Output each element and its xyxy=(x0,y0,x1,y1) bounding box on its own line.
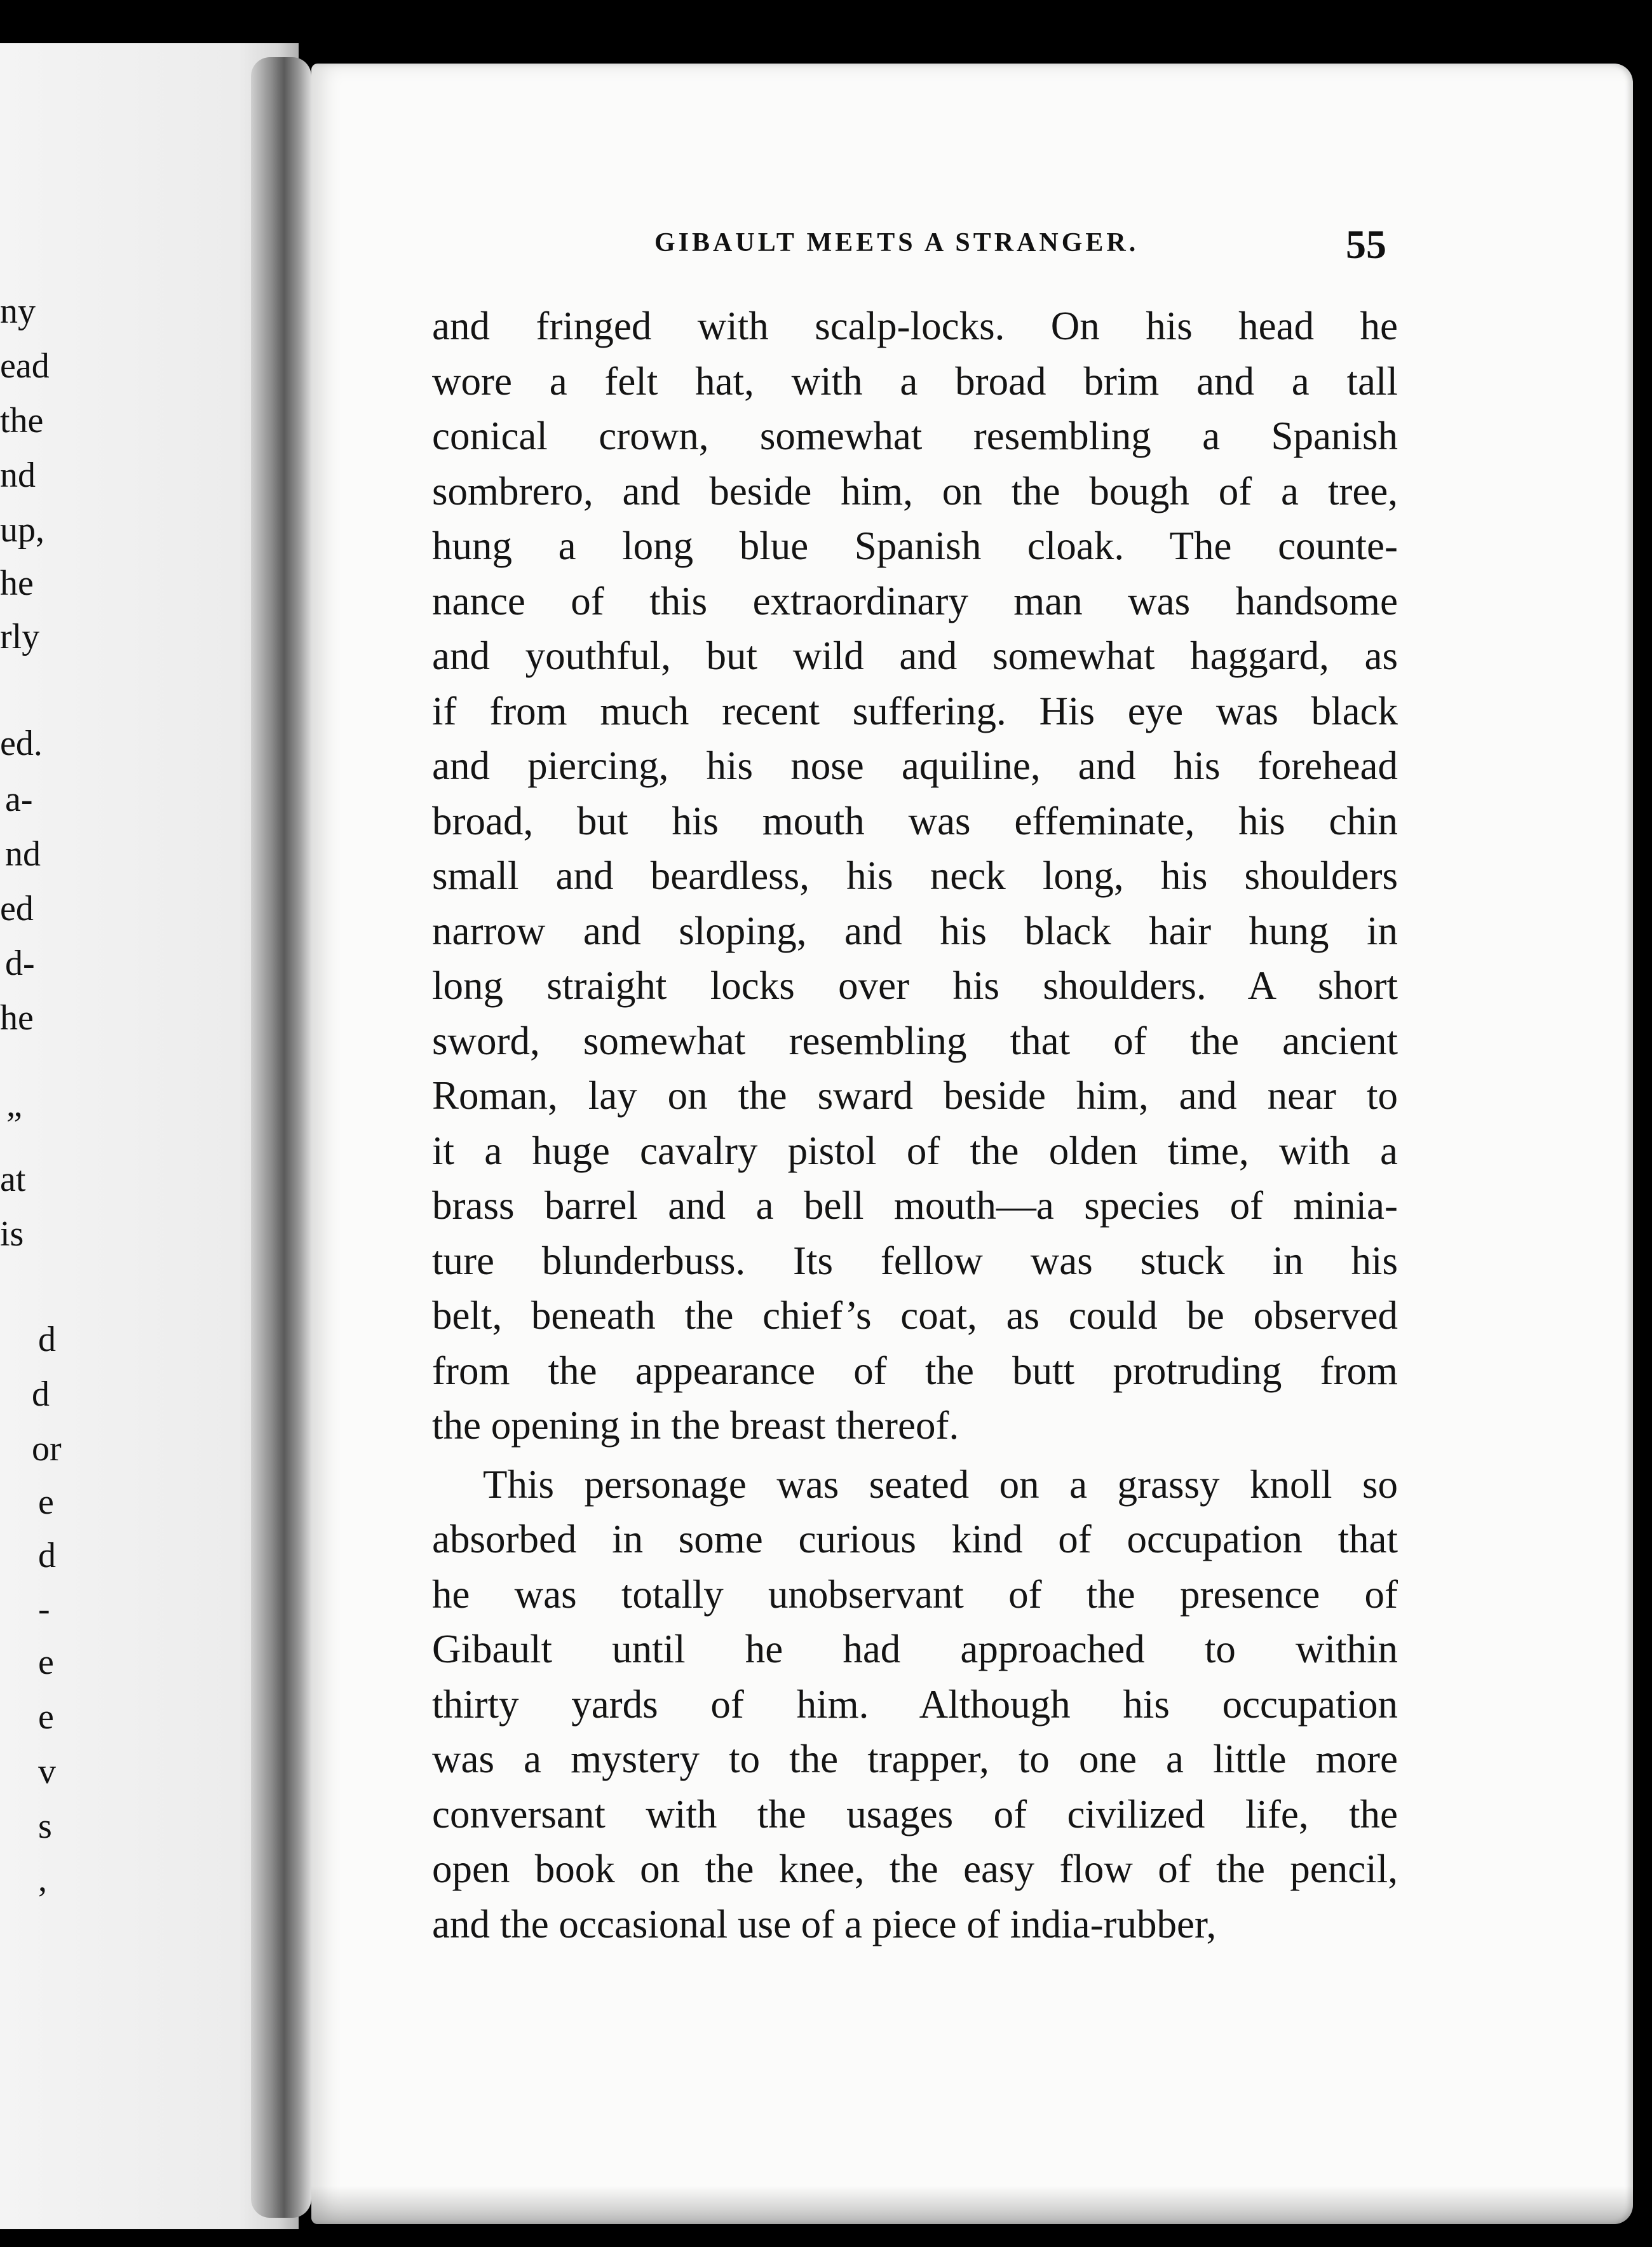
left-page-fragment: e xyxy=(38,1483,54,1522)
left-page-fragment: is xyxy=(0,1214,24,1254)
text-line: brass barrel and a bell mouth—a species of minia- xyxy=(432,1183,1398,1228)
text-line: and fringed with scalp-locks. On his head he xyxy=(432,304,1398,348)
text-line: absorbed in some curious kind of occupation that xyxy=(432,1517,1398,1561)
left-page-fragment: v xyxy=(38,1752,56,1791)
text-line: if from much recent suffering. His eye was black xyxy=(432,688,1398,733)
text-line: sword, somewhat resembling that of the ancient xyxy=(432,1018,1398,1063)
text-line: Roman, lay on the sward beside him, and near to xyxy=(432,1073,1398,1118)
text-line: and piercing, his nose aquiline, and his forehead xyxy=(432,743,1398,788)
text-line: and the occasional use of a piece of india-rubber, xyxy=(432,1901,1217,1946)
page-body xyxy=(432,299,1398,1952)
paragraph-1 xyxy=(432,299,1398,1453)
left-page-fragment: nd xyxy=(5,834,41,874)
text-line: conical crown, somewhat resembling a Spanish xyxy=(432,414,1398,458)
left-page-fragment: he xyxy=(0,998,34,1038)
left-page-fragment: at xyxy=(0,1160,26,1199)
text-line: broad, but his mouth was effeminate, his chin xyxy=(432,798,1398,843)
text-line: thirty yards of him. Although his occupation xyxy=(432,1681,1398,1727)
text-line: from the appearance of the butt protruding from xyxy=(432,1348,1398,1393)
text-line: ture blunderbuss. Its fellow was stuck in his xyxy=(432,1238,1398,1283)
left-page-fragment: s xyxy=(38,1807,52,1846)
left-page-fragment: ny xyxy=(0,292,36,331)
text-line: sombrero, and beside him, on the bough of a tree, xyxy=(432,468,1398,513)
running-title: GIBAULT MEETS A STRANGER. xyxy=(654,228,1139,257)
left-page-fragment: ead xyxy=(0,346,50,386)
left-page-fragment: ed. xyxy=(0,724,43,763)
text-line: This personage was seated on a grassy knoll so xyxy=(483,1462,1398,1507)
text-line: it a huge cavalry pistol of the olden time, with a xyxy=(432,1128,1398,1173)
left-page-fragment: e xyxy=(38,1643,54,1682)
left-page-fragment: e xyxy=(38,1697,54,1737)
text-line: wore a felt hat, with a broad brim and a tall xyxy=(432,358,1398,404)
text-line: conversant with the usages of civilized life, the xyxy=(432,1791,1398,1836)
text-line: belt, beneath the chief’s coat, as could be observed xyxy=(432,1293,1398,1338)
text-line: he was totally unobservant of the presence of xyxy=(432,1572,1398,1617)
left-page-fragment: up, xyxy=(0,510,44,550)
left-page-fragment: , xyxy=(38,1860,47,1899)
text-line: and youthful, but wild and somewhat haggard, as xyxy=(432,634,1398,678)
text-line: long straight locks over his shoulders. A short xyxy=(432,963,1398,1008)
left-page-fragment: a- xyxy=(5,780,33,819)
text-line: open book on the knee, the easy flow of the pencil, xyxy=(432,1847,1398,1891)
left-page-fragment: or xyxy=(32,1429,62,1469)
left-page-fragment: d xyxy=(38,1320,56,1359)
book-gutter xyxy=(251,57,311,2218)
text-line: was a mystery to the trapper, to one a little more xyxy=(432,1737,1398,1781)
left-page-fragment: the xyxy=(0,401,44,440)
text-line: small and beardless, his neck long, his shoulders xyxy=(432,853,1398,898)
left-page-fragment: d xyxy=(38,1536,56,1575)
left-page-fragment: d xyxy=(32,1375,50,1414)
text-line: hung a long blue Spanish cloak. The counte- xyxy=(432,524,1398,568)
text-line: the opening in the breast thereof. xyxy=(432,1403,959,1448)
left-page-fragment: - xyxy=(38,1589,50,1629)
text-line: nance of this extraordinary man was handsome xyxy=(432,578,1398,623)
left-page-fragment: he xyxy=(0,564,34,603)
page-number: 55 xyxy=(1346,222,1386,267)
left-page-fragment: d- xyxy=(5,944,35,983)
text-line: Gibault until he had approached to within xyxy=(432,1627,1398,1671)
left-page-fragment: rly xyxy=(0,617,40,656)
left-page-fragment: ” xyxy=(6,1105,22,1144)
paragraph-2 xyxy=(432,1457,1398,1952)
left-page-fragment: nd xyxy=(0,456,36,495)
left-page-fragment: ed xyxy=(0,889,34,928)
text-line: narrow and sloping, and his black hair hung in xyxy=(432,908,1398,953)
